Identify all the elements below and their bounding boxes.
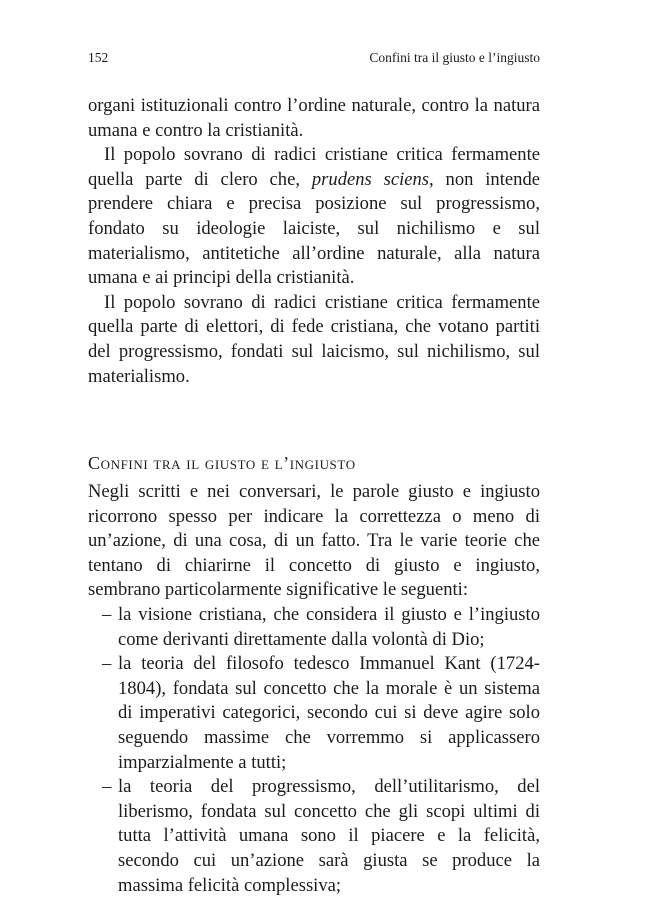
latin-phrase: prudens sciens, <box>311 168 434 190</box>
page-number: 152 <box>88 50 109 65</box>
section-title: Confini tra il giusto e l’ingiusto <box>88 453 356 473</box>
list-item-text: la teoria del progressismo, dell’utilitarismo, del liberismo, fondata sul concetto che gli scopi ultimi di tutta l’attività umana sono il piacere e la felicità, secondo cui un’azione sarà giusta se produce la massima felicità complessiva; <box>118 776 540 896</box>
list-item <box>88 775 540 898</box>
section-body <box>88 480 540 898</box>
paragraph-clergy-end: non intende prendere chiara e precisa posizione sul progressismo, fondato su ideologie laiciste, sul nichilismo e sul materialismo, antitetiche all’ordine naturale, alla natura umana e ai principi della cristianità. <box>88 168 540 289</box>
list-item <box>88 652 540 775</box>
list-item <box>88 603 540 652</box>
dash-bullet: – <box>102 653 112 675</box>
body-text <box>88 94 540 389</box>
list-item-text: la teoria del filosofo tedesco Immanuel Kant (1724-1804), fondata sul concetto che la morale è un sistema di imperativi categorici, secondo cui si deve agire solo seguendo massime che vorremmo si applicassero imparzialmente a tutti; <box>118 653 540 773</box>
list-item-text: la visione cristiana, che considera il giusto e l’ingiusto come derivanti direttamente dalla volontà di Dio; <box>118 603 540 650</box>
paragraph-clergy <box>88 143 540 291</box>
page-header <box>88 50 540 70</box>
paragraph-continued: organi istituzionali contro l’ordine naturale, contro la natura umana e contro la cristianità. <box>88 95 540 141</box>
dash-bullet: – <box>102 776 112 798</box>
dash-bullet: – <box>102 603 112 625</box>
paragraph-clergy-start: Il popolo sovrano di radici cristiane critica fermamente quella parte di clero che, <box>88 144 540 190</box>
paragraph-voters: Il popolo sovrano di radici cristiane critica fermamente quella parte di elettori, di fede cristiana, che votano partiti del progressismo, fondati sul laicismo, sul nichilismo, sul materialismo. <box>88 291 540 387</box>
section-intro: Negli scritti e nei conversari, le parole giusto e ingiusto ricorrono spesso per indicare la correttezza o meno di un’azione, di una cosa, di un fatto. Tra le varie teorie che tentano di chiarirne il concetto di giusto e ingiusto, sembrano particolarmente significative le seguenti: <box>88 481 540 601</box>
theories-list <box>88 603 540 898</box>
running-head: Confini tra il giusto e l’ingiusto <box>369 50 540 65</box>
